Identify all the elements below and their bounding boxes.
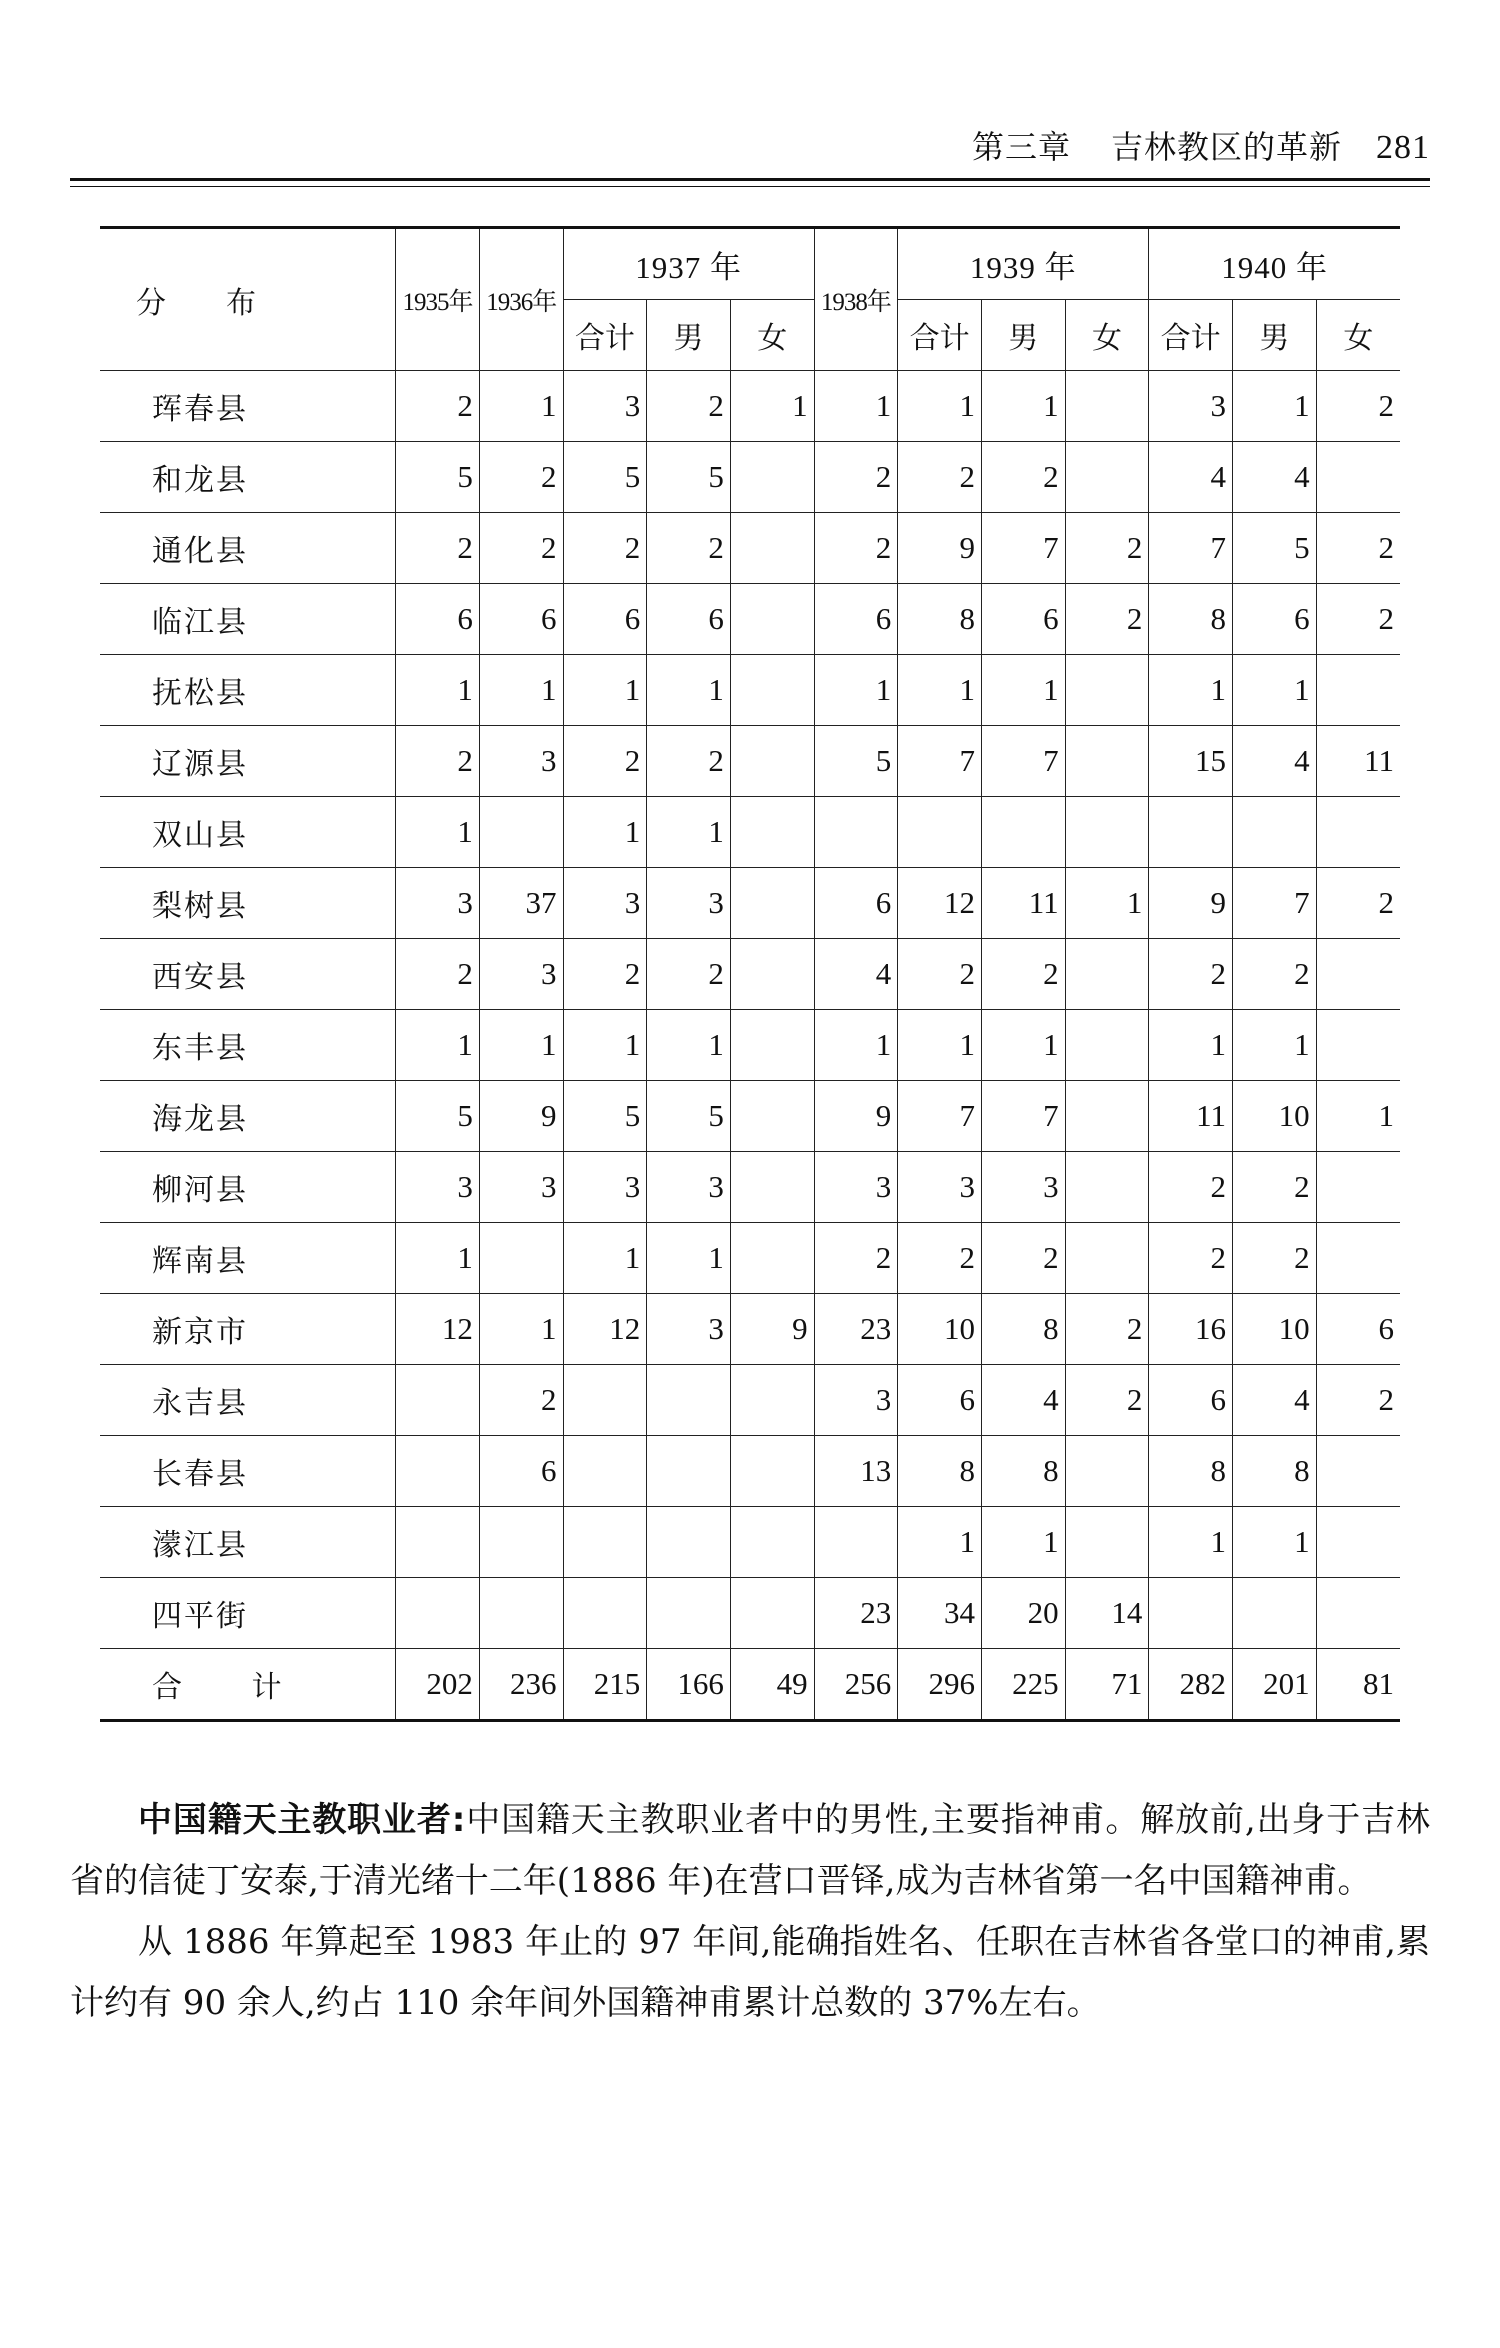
table-cell: 2 <box>563 513 647 584</box>
row-label: 和龙县 <box>100 442 396 513</box>
row-label: 通化县 <box>100 513 396 584</box>
table-cell: 1 <box>1065 868 1149 939</box>
table-row <box>100 655 1400 726</box>
table-cell <box>730 513 814 584</box>
row-label: 海龙县 <box>100 1081 396 1152</box>
table-cell <box>1316 1507 1400 1578</box>
table-cell: 4 <box>1233 726 1317 797</box>
table-cell: 1 <box>898 371 982 442</box>
table-cell <box>396 1436 480 1507</box>
table-cell: 1 <box>981 1010 1065 1081</box>
total-cell: 215 <box>563 1649 647 1721</box>
table-cell: 10 <box>1233 1294 1317 1365</box>
table-cell <box>1065 655 1149 726</box>
total-cell: 166 <box>647 1649 731 1721</box>
table-cell: 1 <box>479 655 563 726</box>
table-cell: 2 <box>396 371 480 442</box>
table-cell: 6 <box>396 584 480 655</box>
table-cell: 9 <box>479 1081 563 1152</box>
table-cell: 1 <box>563 1223 647 1294</box>
table-cell: 2 <box>1316 371 1400 442</box>
table-cell: 5 <box>396 442 480 513</box>
table-cell <box>1316 1152 1400 1223</box>
table-cell: 5 <box>563 442 647 513</box>
table-cell: 3 <box>479 726 563 797</box>
table-cell: 2 <box>1065 513 1149 584</box>
table-row <box>100 939 1400 1010</box>
table-cell: 3 <box>396 1152 480 1223</box>
table-cell <box>1065 1436 1149 1507</box>
row-label: 临江县 <box>100 584 396 655</box>
table-cell <box>1065 1507 1149 1578</box>
table-cell: 3 <box>647 1294 731 1365</box>
header-1937-male: 男 <box>647 300 731 371</box>
table-cell: 1 <box>814 1010 898 1081</box>
table-cell <box>1316 939 1400 1010</box>
table-cell: 1 <box>1233 655 1317 726</box>
row-label: 西安县 <box>100 939 396 1010</box>
header-1940-total: 合计 <box>1149 300 1233 371</box>
table-cell: 12 <box>396 1294 480 1365</box>
paragraph-1-text: 中国籍天主教职业者中的男性,主要指神甫。解放前,出身于吉林省的信徒丁安泰,于清光绪十二年(1886 年)在营口晋铎,成为吉林省第一名中国籍神甫。 <box>70 1800 1430 1901</box>
table-cell <box>730 1081 814 1152</box>
table-cell: 7 <box>898 726 982 797</box>
table-cell: 23 <box>814 1578 898 1649</box>
table-cell: 1 <box>396 1010 480 1081</box>
table-cell <box>730 868 814 939</box>
header-1939-female: 女 <box>1065 300 1149 371</box>
table-cell: 2 <box>479 442 563 513</box>
total-cell: 202 <box>396 1649 480 1721</box>
distribution-table <box>100 226 1400 1722</box>
table-cell: 1 <box>814 371 898 442</box>
table-cell: 2 <box>563 726 647 797</box>
table-cell <box>1065 1081 1149 1152</box>
total-cell: 256 <box>814 1649 898 1721</box>
table-cell: 9 <box>814 1081 898 1152</box>
table-cell: 8 <box>898 584 982 655</box>
table-cell <box>1065 1010 1149 1081</box>
page-number: 281 <box>1376 129 1430 166</box>
table-cell: 1 <box>396 1223 480 1294</box>
row-label: 抚松县 <box>100 655 396 726</box>
table-cell: 12 <box>563 1294 647 1365</box>
table-cell <box>730 1578 814 1649</box>
table-cell: 2 <box>1065 584 1149 655</box>
table-cell: 2 <box>1316 868 1400 939</box>
table-cell: 3 <box>814 1152 898 1223</box>
table-cell: 2 <box>898 1223 982 1294</box>
table-cell <box>1065 371 1149 442</box>
table-cell <box>730 797 814 868</box>
table-row <box>100 726 1400 797</box>
table-header-row-1 <box>100 228 1400 300</box>
table-cell: 1 <box>1149 1010 1233 1081</box>
table-cell: 10 <box>1233 1081 1317 1152</box>
table-cell: 6 <box>563 584 647 655</box>
table-cell <box>1316 1010 1400 1081</box>
paragraph-lead: 中国籍天主教职业者: <box>138 1800 466 1840</box>
table-cell: 2 <box>647 513 731 584</box>
table-cell: 2 <box>981 442 1065 513</box>
table-cell: 2 <box>647 371 731 442</box>
table-cell <box>730 939 814 1010</box>
table-cell: 1 <box>981 1507 1065 1578</box>
table-cell <box>647 1365 731 1436</box>
header-1940-female: 女 <box>1316 300 1400 371</box>
total-cell: 225 <box>981 1649 1065 1721</box>
section-title: 吉林教区的革新 <box>1110 128 1342 166</box>
table-cell: 2 <box>1233 939 1317 1010</box>
table-cell: 1 <box>898 655 982 726</box>
table-cell <box>479 1507 563 1578</box>
table-cell: 1 <box>396 797 480 868</box>
table-cell: 5 <box>1233 513 1317 584</box>
table-cell: 2 <box>1233 1152 1317 1223</box>
table-cell: 15 <box>1149 726 1233 797</box>
table-cell: 7 <box>898 1081 982 1152</box>
table-cell <box>730 584 814 655</box>
table-cell: 1 <box>730 371 814 442</box>
table-cell: 4 <box>1233 1365 1317 1436</box>
table-cell: 23 <box>814 1294 898 1365</box>
table-cell: 12 <box>898 868 982 939</box>
table-cell: 11 <box>1149 1081 1233 1152</box>
table-cell <box>1065 939 1149 1010</box>
table-row <box>100 797 1400 868</box>
table-cell <box>563 1436 647 1507</box>
row-label: 东丰县 <box>100 1010 396 1081</box>
table-cell: 1 <box>898 1507 982 1578</box>
table-cell <box>814 1507 898 1578</box>
table-cell <box>479 1223 563 1294</box>
table-cell <box>1316 1436 1400 1507</box>
table-cell: 2 <box>898 442 982 513</box>
table-cell: 6 <box>647 584 731 655</box>
table-cell: 2 <box>1149 939 1233 1010</box>
table-total-row <box>100 1649 1400 1721</box>
header-1935: 1935年 <box>396 228 480 371</box>
table-cell: 2 <box>814 513 898 584</box>
table-cell: 3 <box>563 868 647 939</box>
table-cell: 1 <box>479 371 563 442</box>
table-cell: 6 <box>814 868 898 939</box>
table-cell: 7 <box>1149 513 1233 584</box>
row-label: 柳河县 <box>100 1152 396 1223</box>
table-cell: 2 <box>814 442 898 513</box>
table-cell: 6 <box>1149 1365 1233 1436</box>
header-rule-thin <box>70 186 1430 187</box>
table-cell: 8 <box>898 1436 982 1507</box>
header-1937: 1937 年 <box>563 228 814 300</box>
table-cell: 2 <box>396 513 480 584</box>
paragraph-2: 从 1886 年算起至 1983 年止的 97 年间,能确指姓名、任职在吉林省各堂口的神甫,累计约有 90 余人,约占 110 余年间外国籍神甫累计总数的 37%左右。 <box>70 1922 1430 2023</box>
total-cell: 81 <box>1316 1649 1400 1721</box>
table-cell <box>730 1365 814 1436</box>
table-cell <box>647 1578 731 1649</box>
table-cell <box>396 1507 480 1578</box>
table-cell: 4 <box>814 939 898 1010</box>
table-cell: 1 <box>396 655 480 726</box>
table-cell: 6 <box>479 1436 563 1507</box>
table-cell <box>730 726 814 797</box>
table-cell: 2 <box>1316 1365 1400 1436</box>
table-cell <box>1316 797 1400 868</box>
table-cell: 2 <box>814 1223 898 1294</box>
table-row <box>100 1152 1400 1223</box>
table-cell: 20 <box>981 1578 1065 1649</box>
header-1938: 1938年 <box>814 228 898 371</box>
table-cell: 2 <box>647 939 731 1010</box>
table-cell: 3 <box>981 1152 1065 1223</box>
total-cell: 282 <box>1149 1649 1233 1721</box>
table-cell <box>814 797 898 868</box>
table-row <box>100 513 1400 584</box>
row-label: 四平街 <box>100 1578 396 1649</box>
table-cell <box>1065 1152 1149 1223</box>
table-cell: 37 <box>479 868 563 939</box>
table-cell <box>730 1152 814 1223</box>
table-cell <box>981 797 1065 868</box>
table-cell: 7 <box>981 726 1065 797</box>
table-cell: 8 <box>981 1436 1065 1507</box>
total-cell: 236 <box>479 1649 563 1721</box>
table-cell: 1 <box>981 371 1065 442</box>
table-cell <box>1065 1223 1149 1294</box>
table-cell: 1 <box>647 655 731 726</box>
total-cell: 49 <box>730 1649 814 1721</box>
chapter-label: 第三章 <box>971 128 1071 166</box>
header-distribution: 分 布 <box>100 228 396 371</box>
table-cell: 6 <box>898 1365 982 1436</box>
table-cell <box>730 655 814 726</box>
running-head <box>70 122 1430 168</box>
table-cell <box>1149 1578 1233 1649</box>
table-cell <box>730 1436 814 1507</box>
header-1937-total: 合计 <box>563 300 647 371</box>
table-cell <box>647 1436 731 1507</box>
table-cell <box>1316 655 1400 726</box>
table-cell: 3 <box>479 939 563 1010</box>
row-label: 珲春县 <box>100 371 396 442</box>
paragraph-1 <box>70 1790 1430 1912</box>
row-label: 辽源县 <box>100 726 396 797</box>
table-cell <box>898 797 982 868</box>
table-cell: 1 <box>647 1223 731 1294</box>
table-cell: 6 <box>1233 584 1317 655</box>
table-cell: 8 <box>1149 584 1233 655</box>
table-cell <box>479 1578 563 1649</box>
header-1940: 1940 年 <box>1149 228 1400 300</box>
row-label: 永吉县 <box>100 1365 396 1436</box>
table-cell: 6 <box>981 584 1065 655</box>
table-cell: 2 <box>898 939 982 1010</box>
table-cell: 14 <box>1065 1578 1149 1649</box>
table-cell <box>730 1223 814 1294</box>
table-cell: 1 <box>563 655 647 726</box>
table-row <box>100 1294 1400 1365</box>
table-cell <box>396 1578 480 1649</box>
table-cell: 2 <box>647 726 731 797</box>
table-cell: 6 <box>1316 1294 1400 1365</box>
table-row <box>100 1010 1400 1081</box>
table-cell: 3 <box>647 868 731 939</box>
table-cell <box>647 1507 731 1578</box>
table-cell <box>1233 1578 1317 1649</box>
table-cell: 3 <box>898 1152 982 1223</box>
table-cell: 5 <box>647 442 731 513</box>
table-cell: 1 <box>479 1294 563 1365</box>
table-row <box>100 1507 1400 1578</box>
table-cell: 6 <box>814 584 898 655</box>
table-cell: 2 <box>1149 1152 1233 1223</box>
header-1936: 1936年 <box>479 228 563 371</box>
table-cell: 11 <box>981 868 1065 939</box>
total-cell: 71 <box>1065 1649 1149 1721</box>
row-label: 梨树县 <box>100 868 396 939</box>
header-rule-thick <box>70 178 1430 181</box>
table-cell: 3 <box>1149 371 1233 442</box>
table-cell: 4 <box>1233 442 1317 513</box>
table-cell: 1 <box>563 797 647 868</box>
table-cell <box>479 797 563 868</box>
table-cell: 2 <box>1316 513 1400 584</box>
table-cell: 8 <box>981 1294 1065 1365</box>
header-1940-male: 男 <box>1233 300 1317 371</box>
table-cell: 9 <box>898 513 982 584</box>
table-cell: 3 <box>647 1152 731 1223</box>
table-cell: 2 <box>479 1365 563 1436</box>
table-cell: 1 <box>1149 1507 1233 1578</box>
table-cell: 2 <box>981 1223 1065 1294</box>
table-cell: 3 <box>563 371 647 442</box>
table-cell: 2 <box>981 939 1065 1010</box>
table-cell <box>563 1578 647 1649</box>
table-cell <box>563 1507 647 1578</box>
row-label: 新京市 <box>100 1294 396 1365</box>
table-row <box>100 1223 1400 1294</box>
table-cell <box>396 1365 480 1436</box>
table-row <box>100 868 1400 939</box>
table-cell <box>1065 726 1149 797</box>
table-cell <box>1065 442 1149 513</box>
row-label: 双山县 <box>100 797 396 868</box>
table-cell: 2 <box>1233 1223 1317 1294</box>
table-cell: 1 <box>1233 1507 1317 1578</box>
table-cell: 8 <box>1149 1436 1233 1507</box>
table-cell: 5 <box>647 1081 731 1152</box>
table-cell: 7 <box>981 1081 1065 1152</box>
table-cell: 7 <box>981 513 1065 584</box>
table-row <box>100 371 1400 442</box>
table-row <box>100 442 1400 513</box>
table-cell: 2 <box>563 939 647 1010</box>
table-cell: 3 <box>396 868 480 939</box>
table-cell: 5 <box>814 726 898 797</box>
table-cell <box>730 442 814 513</box>
table-cell: 1 <box>1316 1081 1400 1152</box>
table-cell: 3 <box>814 1365 898 1436</box>
table-cell <box>1316 1223 1400 1294</box>
table-cell: 1 <box>898 1010 982 1081</box>
table-cell: 5 <box>396 1081 480 1152</box>
body-text <box>70 1790 1430 2034</box>
table-cell: 16 <box>1149 1294 1233 1365</box>
table-cell: 2 <box>396 939 480 1010</box>
table-body <box>100 371 1400 1721</box>
header-1939-total: 合计 <box>898 300 982 371</box>
table-cell: 9 <box>1149 868 1233 939</box>
table-cell: 4 <box>1149 442 1233 513</box>
table-cell: 2 <box>1065 1294 1149 1365</box>
table-cell: 3 <box>563 1152 647 1223</box>
table-cell <box>1065 797 1149 868</box>
table-cell: 2 <box>1149 1223 1233 1294</box>
table-row <box>100 1578 1400 1649</box>
table-cell: 7 <box>1233 868 1317 939</box>
table-cell: 1 <box>814 655 898 726</box>
table-cell: 6 <box>479 584 563 655</box>
table-cell: 2 <box>1316 584 1400 655</box>
table-cell: 1 <box>1233 371 1317 442</box>
total-cell: 201 <box>1233 1649 1317 1721</box>
table-cell <box>1233 797 1317 868</box>
table-cell: 13 <box>814 1436 898 1507</box>
header-1939: 1939 年 <box>898 228 1149 300</box>
table-row <box>100 1081 1400 1152</box>
table-cell: 4 <box>981 1365 1065 1436</box>
table-row <box>100 1436 1400 1507</box>
table-cell: 1 <box>1233 1010 1317 1081</box>
table-row <box>100 584 1400 655</box>
row-label: 辉南县 <box>100 1223 396 1294</box>
table-cell <box>1316 1578 1400 1649</box>
header-1937-female: 女 <box>730 300 814 371</box>
table-cell: 1 <box>1149 655 1233 726</box>
total-cell: 296 <box>898 1649 982 1721</box>
table-cell: 2 <box>1065 1365 1149 1436</box>
row-label: 长春县 <box>100 1436 396 1507</box>
table-cell <box>1149 797 1233 868</box>
row-label: 濛江县 <box>100 1507 396 1578</box>
table-cell: 11 <box>1316 726 1400 797</box>
total-row-label: 合 计 <box>100 1649 396 1721</box>
table-cell: 2 <box>396 726 480 797</box>
table-row <box>100 1365 1400 1436</box>
table-cell: 10 <box>898 1294 982 1365</box>
table-cell: 34 <box>898 1578 982 1649</box>
table-cell: 9 <box>730 1294 814 1365</box>
table-cell: 2 <box>479 513 563 584</box>
header-1939-male: 男 <box>981 300 1065 371</box>
table-cell: 1 <box>647 797 731 868</box>
table-cell <box>563 1365 647 1436</box>
table-cell: 1 <box>647 1010 731 1081</box>
table-cell: 1 <box>479 1010 563 1081</box>
table-cell: 3 <box>479 1152 563 1223</box>
table-cell <box>730 1010 814 1081</box>
table-cell: 1 <box>563 1010 647 1081</box>
table-cell <box>1316 442 1400 513</box>
table-cell <box>730 1507 814 1578</box>
table-cell: 8 <box>1233 1436 1317 1507</box>
table-cell: 5 <box>563 1081 647 1152</box>
table-cell: 1 <box>981 655 1065 726</box>
